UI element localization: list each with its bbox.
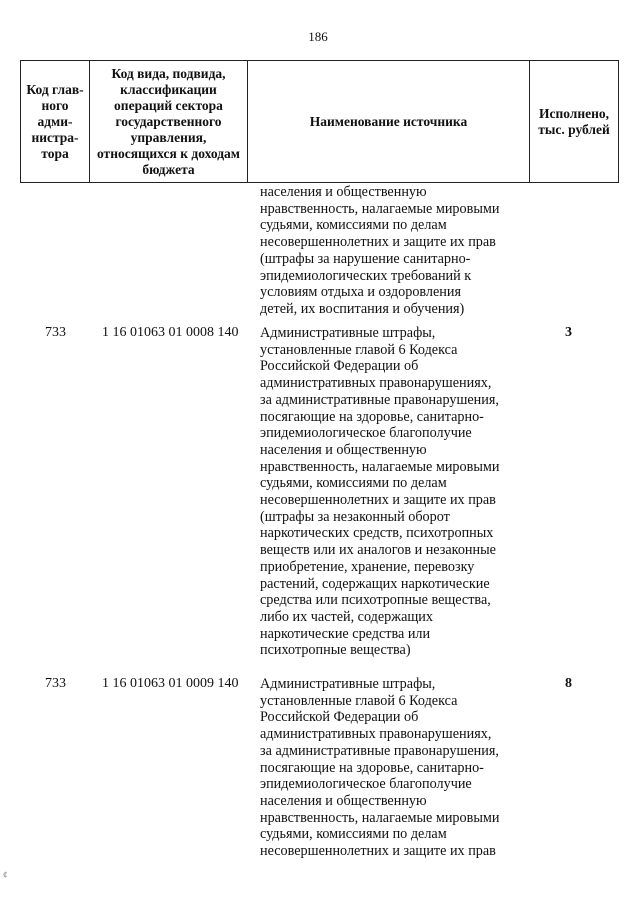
page-number: 186 <box>308 29 328 44</box>
continuation-text: населения и общественную нравственность, налагаемые мировыми судьями, комиссиями по делам несовершеннолетних и защите их прав (штрафы за нарушение санитарно- эпидемиологических требований к условиям отдыха и оздоровления детей, их воспитания и обучения) <box>260 184 500 317</box>
header-source-name: Наименование источника <box>247 61 529 182</box>
margin-mark: ¢ <box>3 870 8 880</box>
row-source-text: Административные штрафы, установленные главой 6 Кодекса Российской Федерации об административных правонарушениях, за административные правонарушения, посягающие на здоровье, санитарно- эпидемиологическое благополучие населения и общественную нравственность, налагаемые мировыми судьями, комиссиями по делам несовершеннолетних и защите их прав <box>260 676 500 860</box>
header-classification-code: Код вида, подвида, классификации операций сектора государственного управления, относящихся к доходам бюджета <box>89 61 247 182</box>
row-source-text: Административные штрафы, установленные главой 6 Кодекса Российской Федерации об административных правонарушениях, за административные правонарушения, посягающие на здоровье, санитарно- эпидемиологическое благополучие населения и общественную нравственность, налагаемые мировыми судьями, комиссиями по делам несовершеннолетних и защите их прав (штрафы за незаконный оборот наркотических средств, психотропных веществ или их аналогов и незаконные приобретение, хранение, перевозку растений, содержащих наркотические средства или психотропные вещества, либо их частей, содержащих наркотические средства или психотропные вещества) <box>260 325 500 659</box>
table-header <box>20 60 619 183</box>
row-amount: 3 <box>565 325 572 340</box>
row-admin-code: 733 <box>45 325 66 340</box>
header-admin-code: Код глав- ного адми- нистра- тора <box>26 81 84 161</box>
row-amount: 8 <box>565 676 572 691</box>
row-classification-code: 1 16 01063 01 0009 140 <box>102 676 239 691</box>
row-admin-code: 733 <box>45 676 66 691</box>
row-classification-code: 1 16 01063 01 0008 140 <box>102 325 239 340</box>
header-executed: Исполнено, тыс. рублей <box>529 61 618 182</box>
